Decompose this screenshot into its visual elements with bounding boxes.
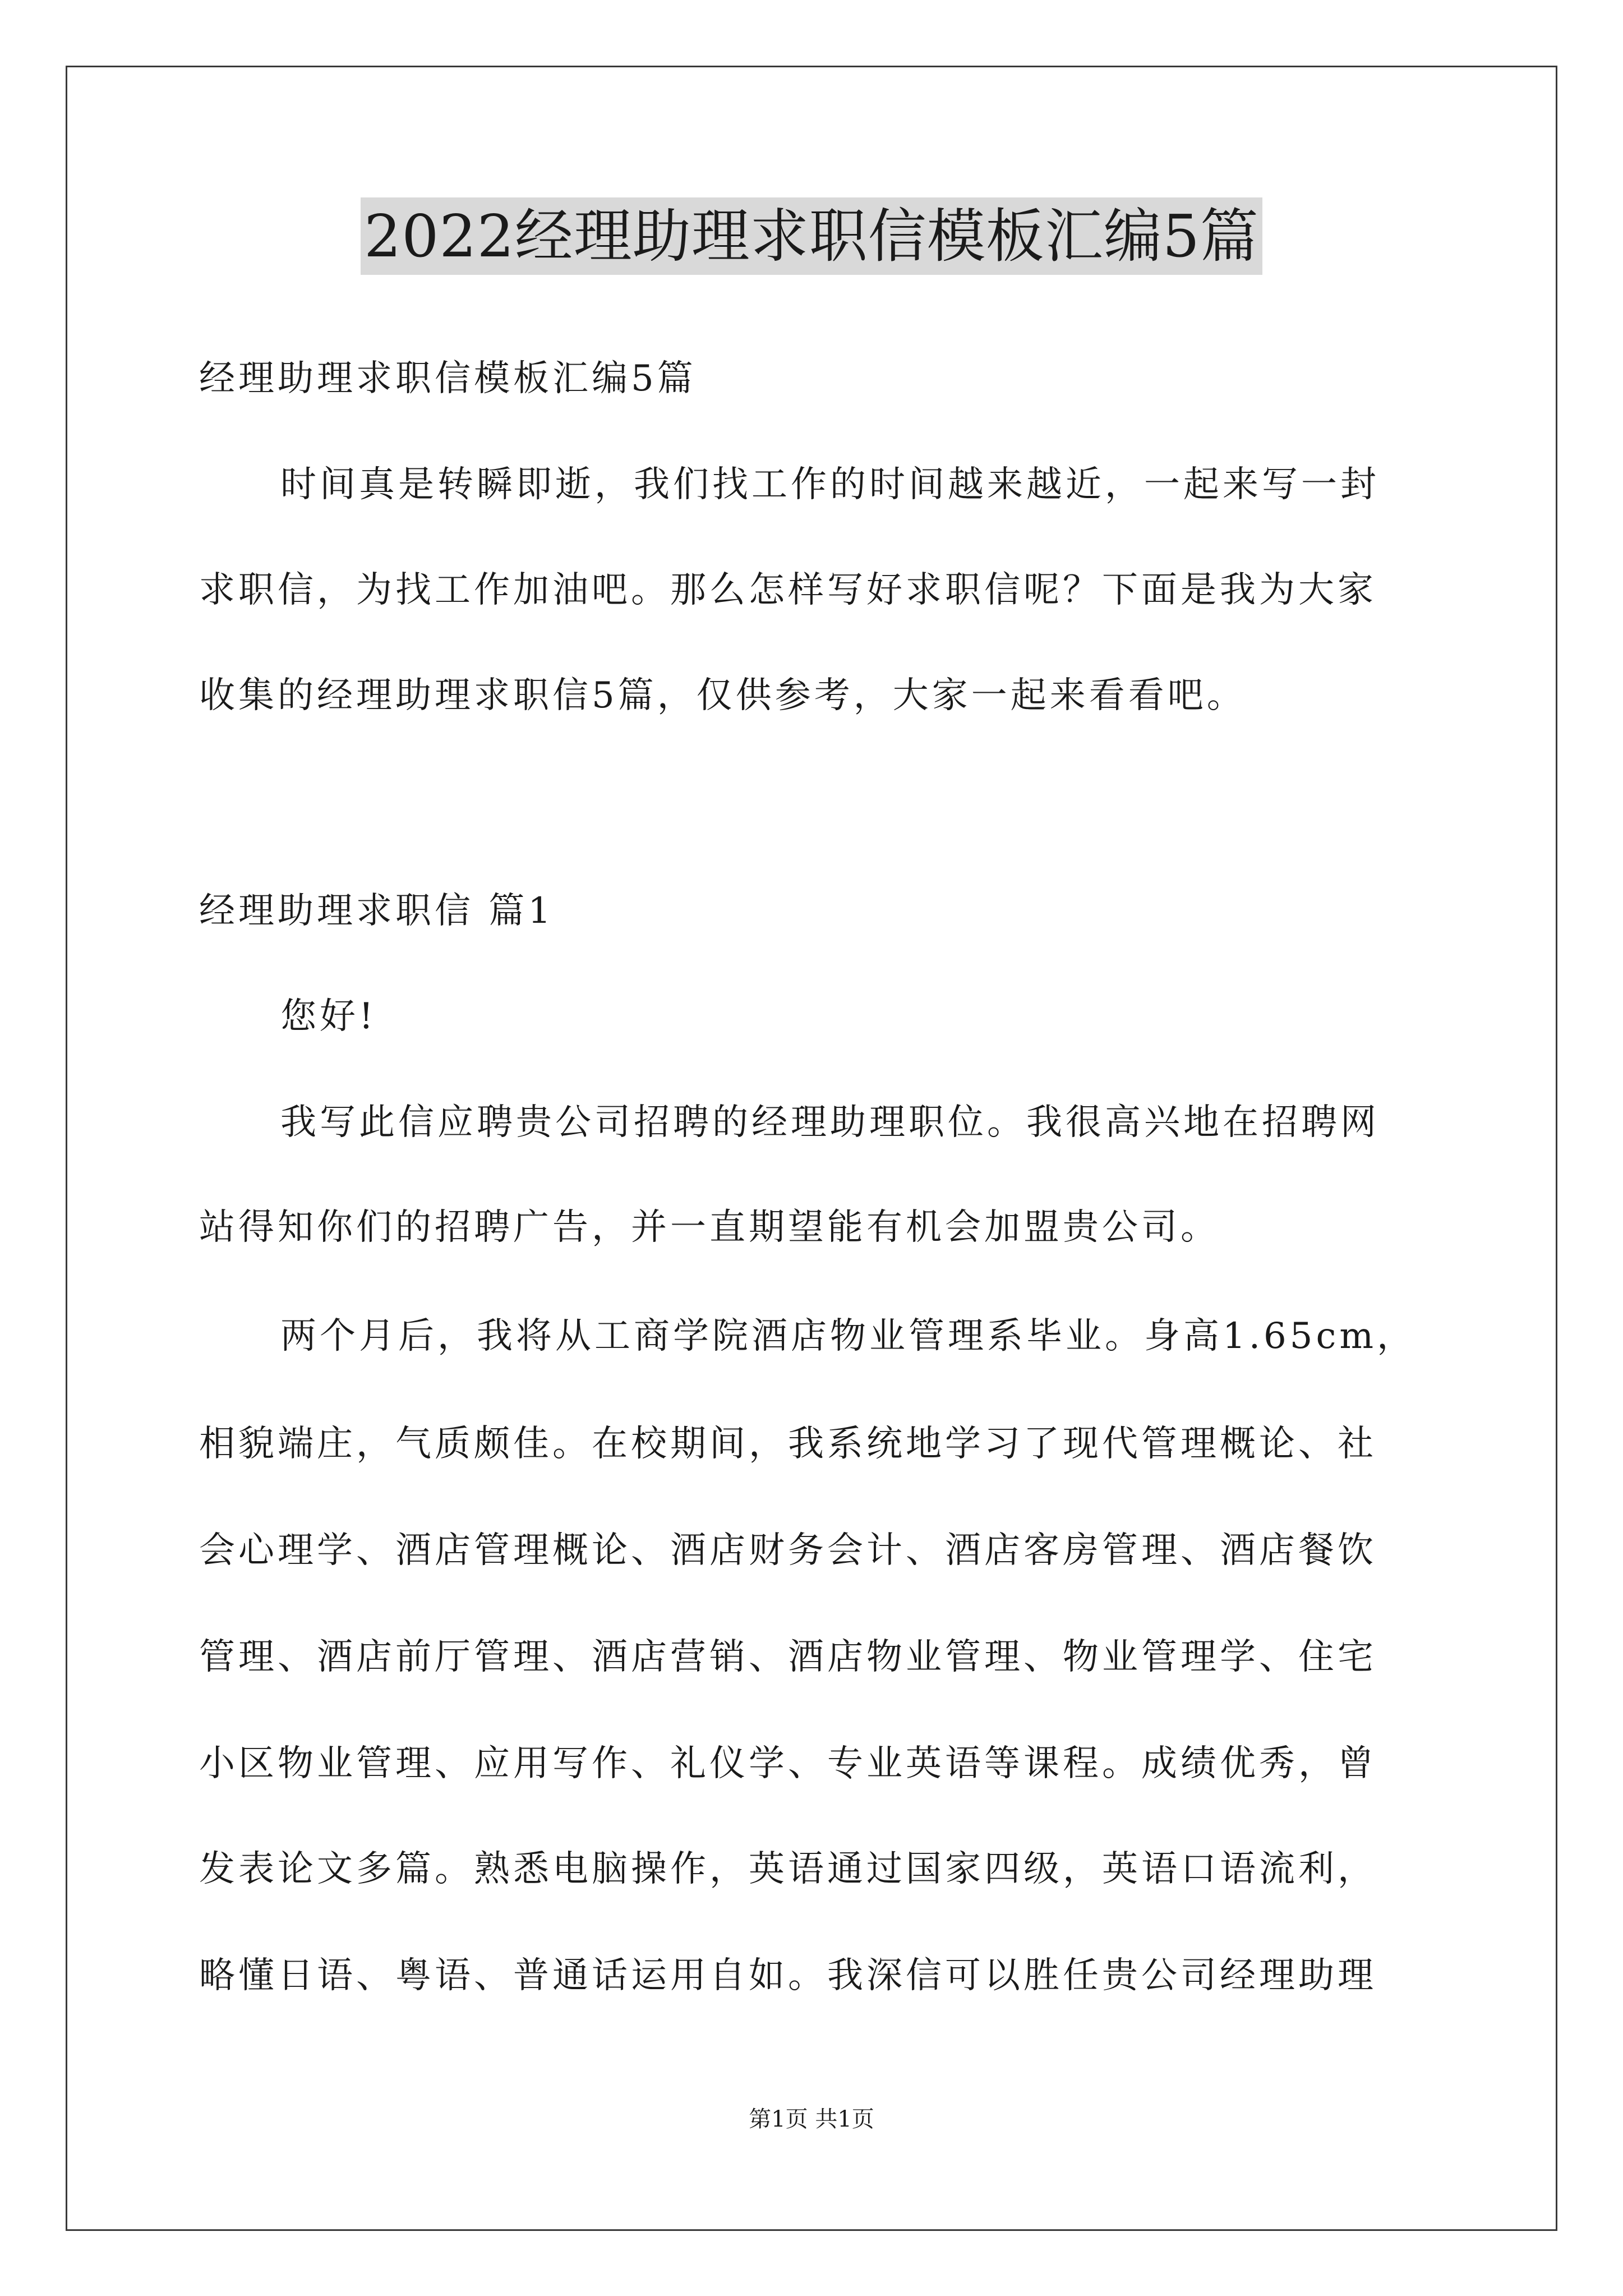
para2-line-6: 发表论文多篇。熟悉电脑操作，英语通过国家四级，英语口语流利，	[199, 1848, 1377, 1890]
para2-line-1: 两个月后，我将从工商学院酒店物业管理系毕业。身高1.65cm，	[280, 1315, 1417, 1357]
page-footer: 第1页 共1页	[749, 2106, 874, 2132]
greeting: 您好!	[280, 996, 377, 1037]
document-subtitle: 经理助理求职信模板汇编5篇	[199, 358, 697, 399]
intro-line-1: 时间真是转瞬即逝，我们找工作的时间越来越近，一起来写一封	[280, 464, 1380, 505]
para2-line-2: 相貌端庄，气质颇佳。在校期间，我系统地学习了现代管理概论、社	[199, 1423, 1377, 1465]
para2-line-5: 小区物业管理、应用写作、礼仪学、专业英语等课程。成绩优秀，曾	[199, 1743, 1377, 1784]
para2-line-7: 略懂日语、粤语、普通话运用自如。我深信可以胜任贵公司经理助理	[199, 1955, 1377, 1996]
para1-line-1: 我写此信应聘贵公司招聘的经理助理职位。我很高兴地在招聘网	[280, 1102, 1380, 1143]
intro-line-2: 求职信，为找工作加油吧。那么怎样写好求职信呢？下面是我为大家	[199, 569, 1377, 611]
intro-line-3: 收集的经理助理求职信5篇，仅供参考，大家一起来看看吧。	[199, 675, 1246, 716]
document-title: 2022经理助理求职信模板汇编5篇	[361, 197, 1262, 275]
para2-line-3: 会心理学、酒店管理概论、酒店财务会计、酒店客房管理、酒店餐饮	[199, 1530, 1377, 1571]
section-heading: 经理助理求职信 篇1	[199, 890, 555, 932]
para2-line-4: 管理、酒店前厅管理、酒店营销、酒店物业管理、物业管理学、住宅	[199, 1636, 1377, 1678]
para1-line-2: 站得知你们的招聘广告，并一直期望能有机会加盟贵公司。	[199, 1207, 1220, 1248]
title-wrapper	[0, 197, 1623, 275]
